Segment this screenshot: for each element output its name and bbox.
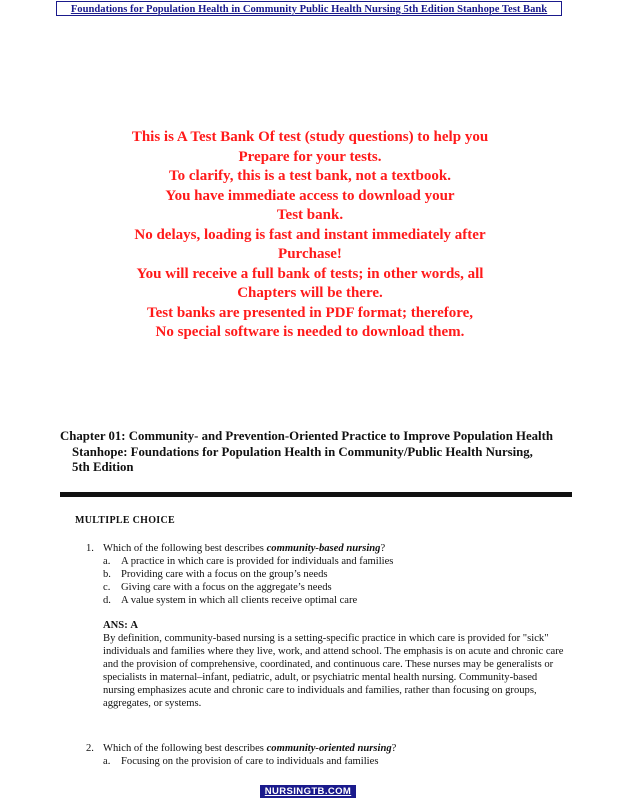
question-stem bbox=[86, 742, 564, 755]
promo-line: Purchase! bbox=[278, 246, 342, 262]
answer-rationale: By definition, community-based nursing is a setting-specific practice in which care is provided for "sick" individuals and families where they live, work, and attend school. The emphasis is on acute and chronic care and the provision of comprehensive, coordinated, and continuous care. These nurses may be generalists or specialists in maternal–infant, pediatric, adult, or psychiatric mental health nursing. Community-based nursing emphasizes acute and chronic care to individuals and families, rather than focusing on groups, aggregates, or systems. bbox=[103, 633, 564, 709]
question-stem-prefix: Which of the following best describes bbox=[103, 543, 267, 554]
header-title-link[interactable]: Foundations for Population Health in Community Public Health Nursing 5th Edition Stanhope Test Bank bbox=[56, 1, 562, 16]
option-letter: a. bbox=[103, 756, 111, 767]
promo-line: You will receive a full bank of tests; in other words, all bbox=[136, 265, 484, 282]
answer-options bbox=[86, 755, 564, 768]
option-text: A value system in which all clients receive optimal care bbox=[121, 595, 358, 606]
chapter-subtitle-line2: 5th Edition bbox=[72, 460, 134, 474]
question-1 bbox=[86, 542, 564, 710]
question-stem-term: community-based nursing bbox=[266, 543, 381, 554]
option-c bbox=[86, 581, 564, 594]
question-stem-suffix: ? bbox=[380, 543, 386, 554]
section-label: MULTIPLE CHOICE bbox=[75, 515, 175, 526]
option-letter: d. bbox=[103, 595, 111, 606]
option-b bbox=[86, 568, 564, 581]
option-a bbox=[86, 555, 564, 568]
chapter-subtitle bbox=[60, 445, 560, 476]
question-stem-suffix: ? bbox=[391, 743, 397, 754]
answer-label: ANS: bbox=[103, 620, 128, 631]
chapter-subtitle-line1: Stanhope: Foundations for Population Health in Community/Public Health Nursing, bbox=[72, 444, 533, 459]
answer-options bbox=[86, 555, 564, 607]
question-stem-prefix: Which of the following best describes bbox=[103, 743, 267, 754]
promo-line: You have immediate access to download your bbox=[165, 187, 455, 204]
question-number: 1. bbox=[86, 543, 94, 554]
option-d bbox=[86, 594, 564, 607]
section-divider bbox=[60, 492, 572, 497]
option-letter: b. bbox=[103, 569, 111, 580]
question-stem-term: community-oriented nursing bbox=[266, 743, 392, 754]
option-text: Focusing on the provision of care to individuals and families bbox=[121, 756, 379, 767]
answer-key bbox=[86, 619, 564, 632]
option-letter: a. bbox=[103, 556, 111, 567]
promo-line: Prepare for your tests. bbox=[238, 148, 382, 165]
option-text: Giving care with a focus on the aggregate’s needs bbox=[121, 582, 332, 593]
footer-site-link[interactable]: NURSINGTB.COM bbox=[260, 785, 356, 798]
answer-value: A bbox=[130, 620, 139, 631]
promo-line: This is A Test Bank Of test (study questions) to help you bbox=[131, 129, 489, 145]
promo-line: Test bank. bbox=[276, 207, 344, 223]
question-number: 2. bbox=[86, 743, 94, 754]
promo-line: Chapters will be there. bbox=[237, 285, 383, 301]
promo-line: No delays, loading is fast and instant immediately after bbox=[134, 226, 486, 243]
question-text bbox=[103, 542, 385, 555]
question-2 bbox=[86, 742, 564, 768]
option-letter: c. bbox=[103, 582, 111, 593]
promo-line: Test banks are presented in PDF format; therefore, bbox=[146, 304, 474, 321]
promo-line: To clarify, this is a test bank, not a textbook. bbox=[169, 168, 451, 184]
chapter-title: Chapter 01: Community- and Prevention-Oriented Practice to Improve Population Health bbox=[60, 429, 553, 443]
option-a bbox=[86, 755, 564, 768]
option-text: A practice in which care is provided for individuals and families bbox=[121, 556, 394, 567]
chapter-heading bbox=[60, 429, 560, 476]
option-text: Providing care with a focus on the group’s needs bbox=[121, 569, 328, 580]
promo-line: No special software is needed to download them. bbox=[155, 324, 465, 340]
question-stem bbox=[86, 542, 564, 555]
question-text bbox=[103, 742, 396, 755]
promo-notice bbox=[90, 128, 530, 343]
